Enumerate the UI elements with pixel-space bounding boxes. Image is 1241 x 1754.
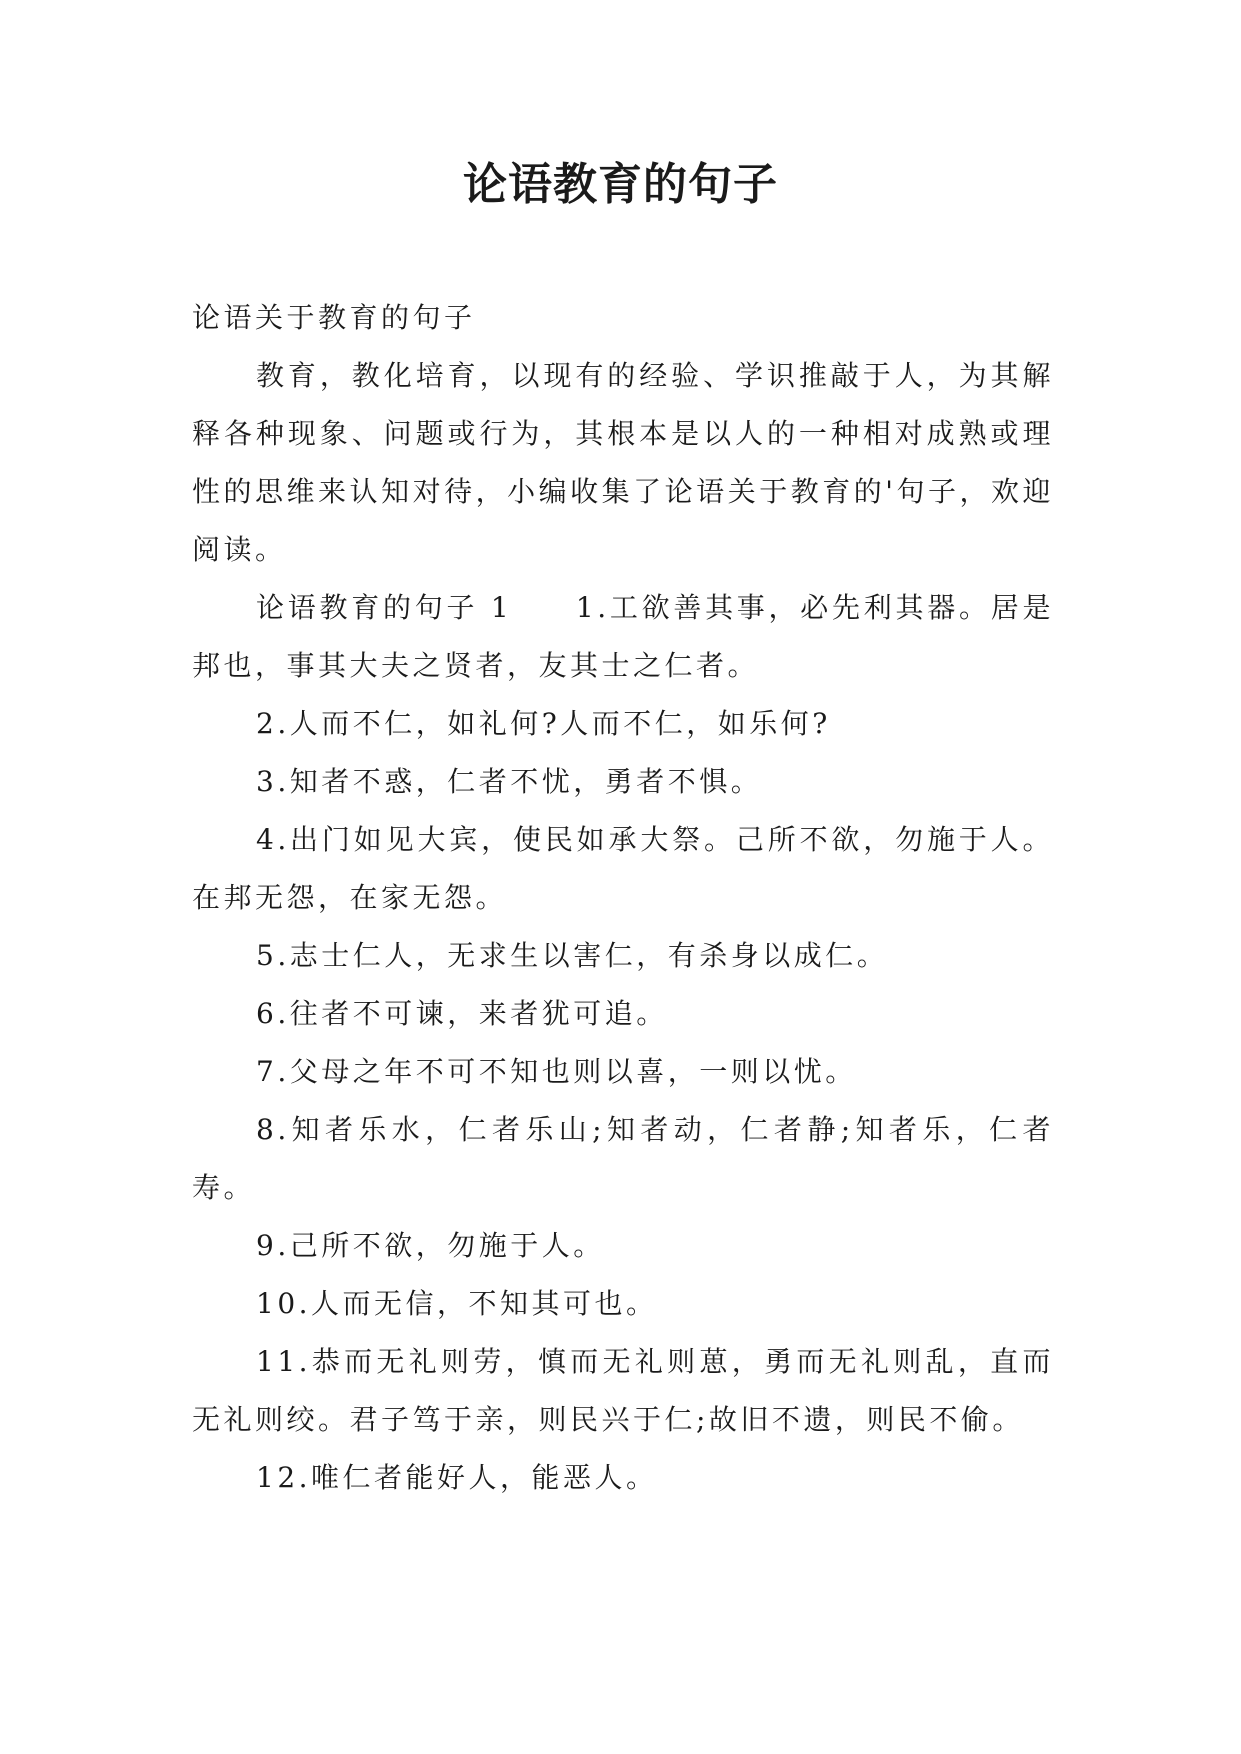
- quote-paragraph-8: 8.知者乐水，仁者乐山;知者动，仁者静;知者乐，仁者寿。: [192, 1113, 1054, 1204]
- intro-paragraph: 教育，教化培育，以现有的经验、学识推敲于人，为其解释各种现象、问题或行为，其根本是以人的一种相对成熟或理性的思维来认知对待，小编收集了论语关于教育的'句子，欢迎阅读。: [192, 359, 1054, 566]
- quote-paragraph-9: 9.己所不欲，勿施于人。: [256, 1229, 605, 1262]
- quote-paragraph-2: 2.人而不仁，如礼何?人而不仁，如乐何?: [256, 707, 831, 740]
- quote-paragraph-10: 10.人而无信，不知其可也。: [256, 1287, 658, 1320]
- quote-paragraph-6: 6.往者不可谏，来者犹可追。: [256, 997, 668, 1030]
- page-title: 论语教育的句子: [463, 159, 778, 210]
- quote-paragraph-12: 12.唯仁者能好人，能恶人。: [256, 1461, 658, 1494]
- quote-paragraph-11: 11.恭而无礼则劳，慎而无礼则葸，勇而无礼则乱，直而无礼则绞。君子笃于亲，则民兴于仁;故旧不遗，则民不偷。: [192, 1345, 1054, 1436]
- document-body: [192, 289, 1054, 1507]
- quote-paragraph-1: 论语教育的句子 1 1.工欲善其事，必先利其器。居是邦也，事其大夫之贤者，友其士之仁者。: [192, 591, 1054, 682]
- quote-paragraph-4: 4.出门如见大宾，使民如承大祭。己所不欲，勿施于人。在邦无怨，在家无怨。: [192, 823, 1054, 914]
- quote-paragraph-5: 5.志士仁人，无求生以害仁，有杀身以成仁。: [256, 939, 889, 972]
- quote-paragraph-3: 3.知者不惑，仁者不忧，勇者不惧。: [256, 765, 763, 798]
- section-heading: 论语关于教育的句子: [192, 301, 476, 334]
- quote-paragraph-7: 7.父母之年不可不知也则以喜，一则以忧。: [256, 1055, 857, 1088]
